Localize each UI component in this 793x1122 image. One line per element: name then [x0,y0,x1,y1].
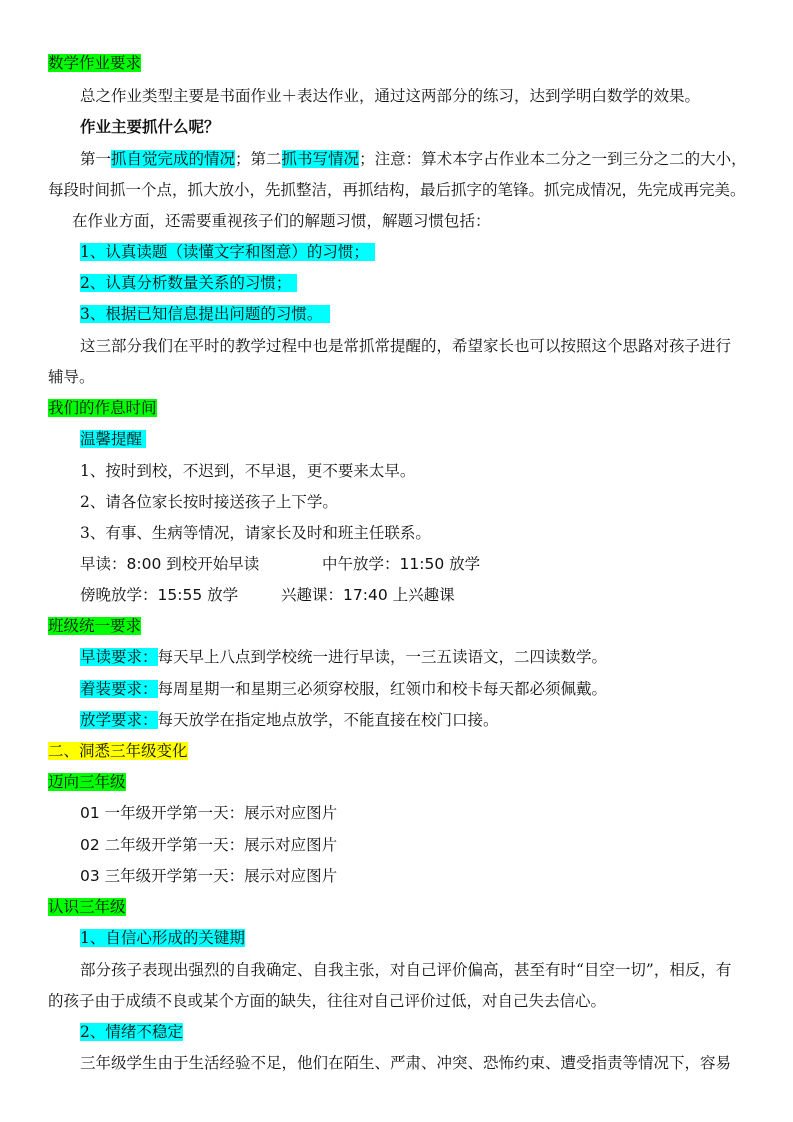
homework-focus-question: 作业主要抓什么呢？ [80,118,220,136]
habit-item-1: 1、认真读题（读懂文字和图意）的习惯； [80,241,375,263]
requirement-dismissal: 放学要求：每天放学在指定地点放学，不能直接在校门口接。 [80,711,499,729]
requirement-morning-reading: 早读要求：每天早上八点到学校统一进行早读，一三五读语文，二四读数学。 [80,648,608,666]
math-paragraph-3: 在作业方面，还需要重视孩子们的解题习惯，解题习惯包括： [72,212,491,230]
reminder-heading: 温馨提醒 [80,428,146,450]
first-day-grade-2: 02 二年级开学第一天：展示对应图片 [80,836,338,854]
time-morning-reading: 早读：8:00 到校开始早读 [80,555,260,573]
reminder-item-3: 3、有事、生病等情况，请家长及时和班主任联系。 [80,524,431,542]
know-grade-three-heading: 认识三年级 [48,898,126,916]
math-paragraph-1: 总之作业类型主要是书面作业＋表达作业，通过这两部分的练习，达到学明白数学的效果。 [80,87,701,105]
schedule-heading: 我们的作息时间 [48,399,157,417]
math-paragraph-4-line-1: 这三部分我们在平时的教学过程中也是常抓常提醒的，希望家长也可以按照这个思路对孩子进行 [80,337,732,355]
reminder-item-1: 1、按时到校，不迟到，不早退，更不要来太早。 [80,462,416,480]
math-paragraph-2-line-1: 第一抓自觉完成的情况；第二抓书写情况；注意：算术本字占作业本二分之一到三分之二的大小， [80,150,747,168]
first-day-grade-1: 01 一年级开学第一天：展示对应图片 [80,804,338,822]
math-homework-heading: 数学作业要求 [48,54,142,72]
time-interest-class: 兴趣课：17:40 上兴趣课 [281,586,455,604]
class-requirements-heading: 班级统一要求 [48,617,142,635]
confidence-paragraph-line-2: 的孩子由于成绩不良或某个方面的缺失，往往对自己评价过低，对自己失去信心。 [48,992,607,1010]
toward-grade-three-heading: 迈向三年级 [48,773,126,791]
time-evening-dismissal: 傍晚放学：15:55 放学 [80,586,239,604]
confidence-paragraph-line-1: 部分孩子表现出强烈的自我确定、自我主张，对自己评价偏高，甚至有时“目空一切”，相反，有 [80,961,732,979]
emotion-subheading: 2、情绪不稳定 [80,1023,183,1041]
first-day-grade-3: 03 三年级开学第一天：展示对应图片 [80,867,338,885]
confidence-subheading: 1、自信心形成的关键期 [80,929,245,947]
math-paragraph-4-line-2: 辅导。 [48,368,95,386]
time-noon-dismissal: 中午放学：11:50 放学 [322,555,481,573]
requirement-dress-code: 着装要求：每周星期一和星期三必须穿校服，红领巾和校卡每天都必须佩戴。 [80,680,608,698]
habit-item-3: 3、根据已知信息提出问题的习惯。 [80,303,330,325]
math-paragraph-2-line-2: 每段时间抓一个点，抓大放小，先抓整洁，再抓结构，最后抓字的笔锋。抓完成情况，先完成再完美。 [48,181,746,199]
emotion-paragraph-line-1: 三年级学生由于生活经验不足，他们在陌生、严肃、冲突、恐怖约束、遭受指责等情况下，容易 [80,1054,732,1072]
habit-item-2: 2、认真分析数量关系的习惯； [80,272,297,294]
reminder-item-2: 2、请各位家长按时接送孩子上下学。 [80,493,338,511]
part-two-heading: 二、洞悉三年级变化 [48,742,188,760]
